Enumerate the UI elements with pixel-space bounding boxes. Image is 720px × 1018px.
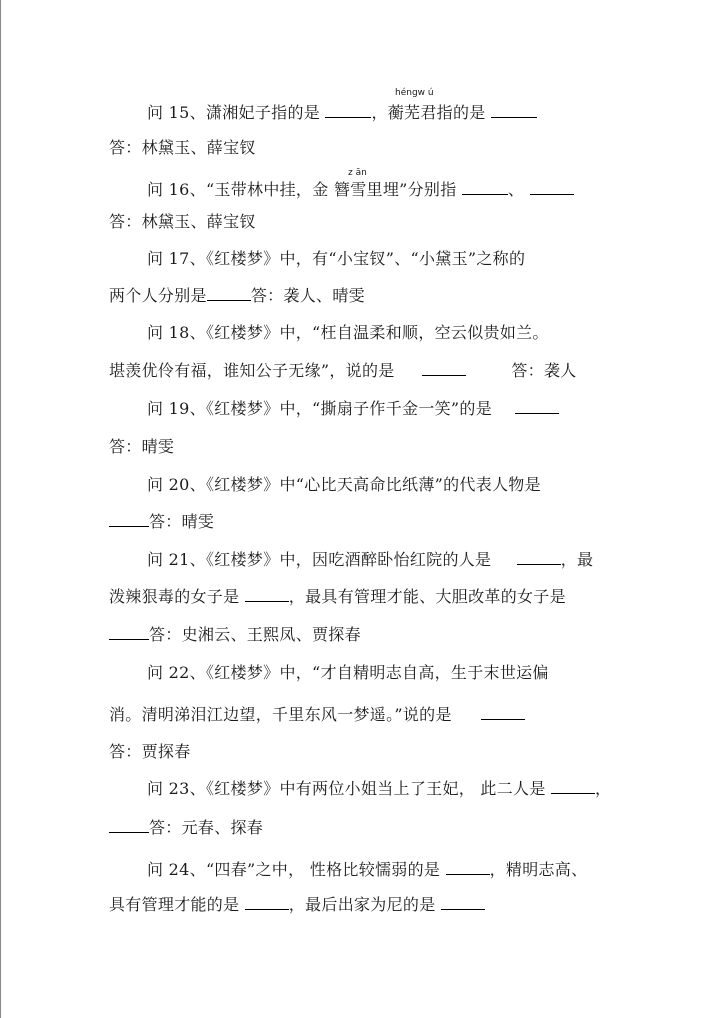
answer-blank [245, 895, 289, 910]
answer-blank [491, 103, 537, 118]
answer-blank [441, 895, 485, 910]
answer-blank [109, 512, 149, 527]
question-text: 问 21、《红楼梦》中，因吃酒醉卧怡红院的人是 [147, 550, 492, 569]
answer-22: 答：贾探春 [109, 742, 191, 761]
question-15 [147, 103, 537, 123]
question-text: 问 16、“玉带林中挂，金 [147, 180, 329, 199]
question-text: ，最具有管理才能、大胆改革的女子是 [288, 587, 566, 606]
answer-blank [517, 550, 561, 565]
page-edge [0, 0, 1, 1018]
question-20-line-2 [109, 512, 214, 532]
question-16 [147, 180, 574, 200]
question-text: 问 19、《红楼梦》中，“撕扇子作千金一笑”的是 [147, 399, 493, 418]
question-18: 问 18、《红楼梦》中，“枉自温柔和顺，空云似贵如兰。 [147, 323, 549, 342]
question-22-line-2 [109, 705, 525, 725]
pinyin-annotation: héngw ú [395, 88, 434, 98]
question-text: 问 24、“四春”之中， 性格比较懦弱的是 [147, 860, 441, 879]
question-text: 问 15、潇湘妃子指的是 [147, 103, 321, 122]
answer-blank [422, 361, 466, 376]
answer-21: 答：史湘云、王熙凤、贾探春 [149, 625, 361, 644]
answer-blank [530, 180, 574, 195]
question-text: ， [595, 779, 612, 798]
answer-blank [109, 625, 149, 640]
question-20: 问 20、《红楼梦》中“心比天高命比纸薄”的代表人物是 [147, 475, 541, 494]
question-text: 蘅芜君指的是 [387, 103, 486, 122]
question-18-line-2 [109, 361, 577, 381]
question-23 [147, 779, 611, 799]
question-text: 泼辣狠毒的女子是 [109, 587, 240, 606]
question-text: 两个人分别是 [109, 286, 207, 305]
answer-23: 答：元春、探春 [149, 818, 264, 837]
question-text: 、 [507, 180, 525, 199]
answer-blank [551, 779, 595, 794]
question-17: 问 17、《红楼梦》中，有“小宝钗”、“小黛玉”之称的 [147, 249, 526, 268]
question-24 [147, 860, 587, 880]
answer-blank [109, 818, 149, 833]
question-23-line-2 [109, 818, 263, 838]
answer-blank [207, 286, 251, 301]
question-text: 堪羡优伶有福，谁知公子无缘”，说的是 [109, 361, 395, 380]
question-text: ，最后出家为尼的是 [288, 895, 436, 914]
question-22: 问 22、《红楼梦》中，“才自精明志自高，生于末世运偏 [147, 663, 549, 682]
answer-blank [245, 587, 289, 602]
answer-blank [446, 860, 490, 875]
question-text: ， [371, 103, 388, 122]
answer-18: 答：袭人 [511, 361, 577, 380]
question-text: ，最 [560, 550, 594, 569]
answer-19: 答：晴雯 [109, 437, 175, 456]
answer-blank [325, 103, 371, 118]
question-17-line-2 [109, 286, 365, 306]
question-19 [147, 399, 559, 419]
question-text: 消。清明涕泪江边望，千里东风一梦遥。”说的是 [109, 705, 452, 724]
answer-15: 答：林黛玉、薛宝钗 [109, 138, 256, 157]
question-21-line-2 [109, 587, 566, 607]
answer-16: 答：林黛玉、薛宝钗 [109, 212, 256, 231]
question-text: 簪雪里埋”分别指 [333, 180, 457, 199]
answer-blank [481, 705, 525, 720]
answer-blank [462, 180, 508, 195]
question-24-line-2 [109, 895, 485, 915]
question-21-line-3 [109, 625, 361, 645]
question-text: ，精明志高、 [489, 860, 588, 879]
question-text: 问 23、《红楼梦》中有两位小姐当上了王妃， 此二人是 [147, 779, 546, 798]
answer-17: 答：袭人、晴雯 [250, 286, 365, 305]
pinyin-annotation: z ān [348, 168, 367, 178]
question-text: 具有管理才能的是 [109, 895, 240, 914]
question-21 [147, 550, 593, 570]
answer-blank [515, 399, 559, 414]
answer-20: 答：晴雯 [149, 512, 215, 531]
